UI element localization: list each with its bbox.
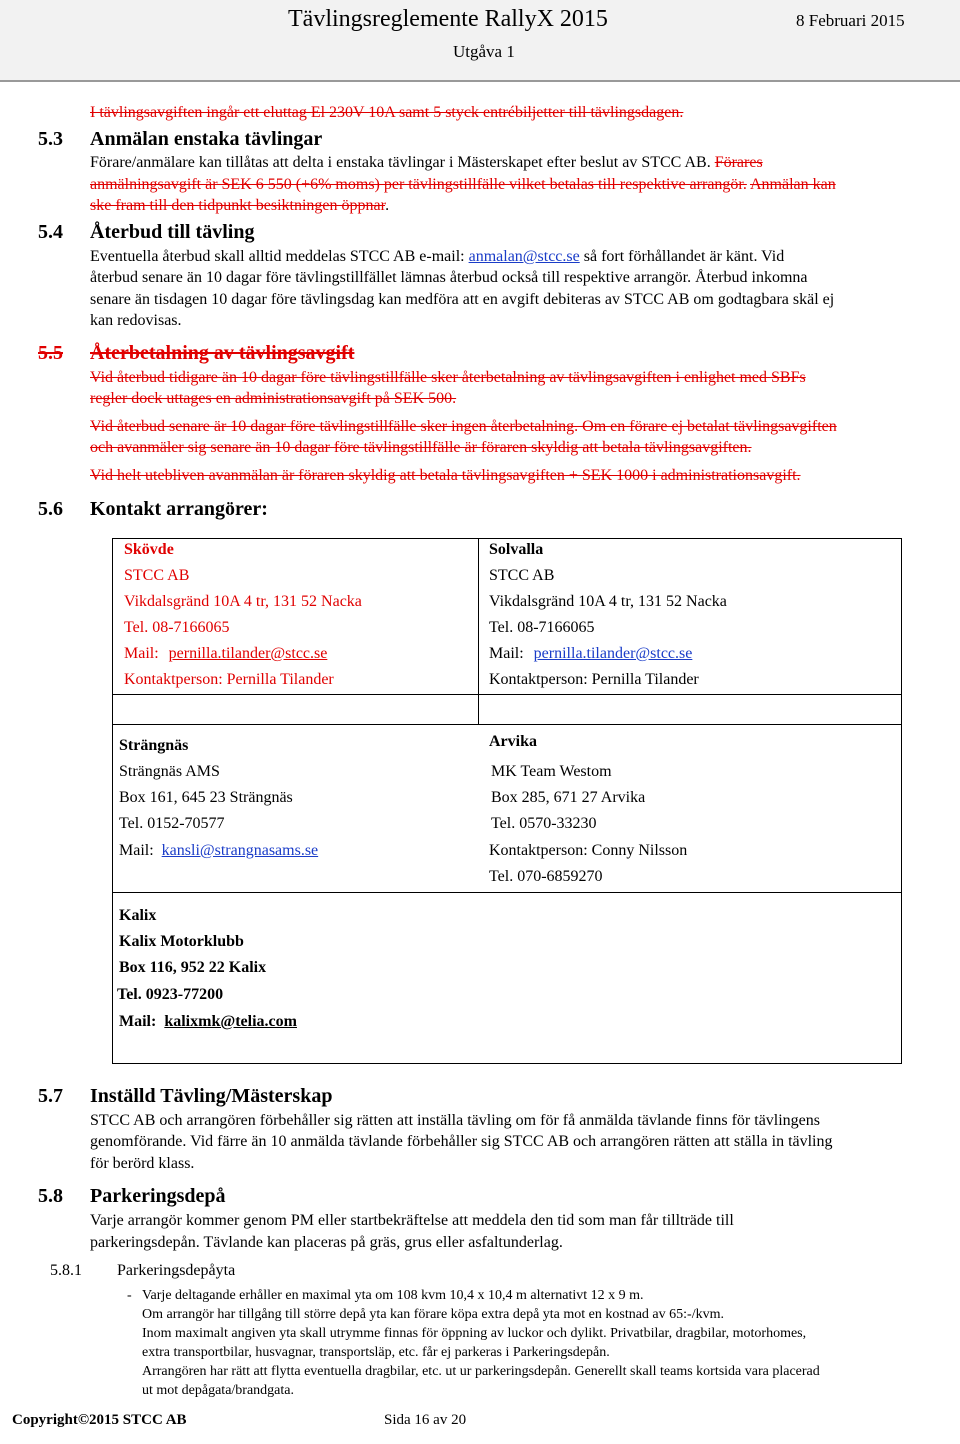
mail-label: Mail: (119, 842, 154, 859)
document-title: Tävlingsreglemente RallyX 2015 (288, 6, 608, 32)
organizer-address: Box 161, 645 23 Strängnäs (119, 789, 293, 806)
bullet-line: Inom maximalt angiven yta skall utrymme finnas för öppning av luckor och dylikt. Privatbilar, dragbilar, motorhomes, (142, 1326, 807, 1341)
bullet-line: extra transportbilar, husvagnar, transportsläp, etc. får ej parkeras i Parkeringsdepån. (142, 1345, 610, 1360)
organizer-phone: Tel. 0152-70577 (119, 815, 225, 832)
organizer-address: Vikdalsgränd 10A 4 tr, 131 52 Nacka (489, 593, 727, 610)
bullet-line: ut mot depågata/brandgata. (142, 1383, 294, 1398)
email-link[interactable]: kansli@strangnasams.se (161, 842, 319, 859)
email-link[interactable]: pernilla.tilander@stcc.se (168, 645, 328, 662)
organizer-name-solvalla: Solvalla (489, 541, 544, 558)
organizer-phone: Tel. 0923-77200 (117, 986, 224, 1003)
section-number-5-4: 5.4 (38, 221, 63, 243)
organizer-phone: Tel. 0570-33230 (491, 815, 597, 832)
deleted-paragraph: I tävlingsavgiften ingår ett eluttag El 230V 10A samt 5 styck entrébiljetter till tävlingsdagen. (90, 104, 684, 121)
text: Förare/anmälare kan tillåtas att delta i enstaka tävlingar i Mästerskapet efter beslut av STCC AB. (90, 154, 711, 171)
section-number-5-5: 5.5 (38, 342, 63, 364)
deleted-text: ske fram till den tidpunkt besiktningen öppnar (90, 197, 386, 214)
organizer-name-skovde: Skövde (124, 541, 174, 558)
organizer-org: STCC AB (489, 567, 555, 584)
text: så fort förhållandet är känt. Vid (583, 248, 785, 265)
organizer-mail (119, 842, 318, 860)
organizer-contact-person: Kontaktperson: Pernilla Tilander (124, 671, 334, 688)
organizer-name-arvika: Arvika (489, 733, 537, 750)
organizer-phone-2: Tel. 070-6859270 (489, 868, 603, 885)
paragraph-line: genomförande. Vid färre än 10 anmälda tävlande förbehåller sig STCC AB och arrangören rätten att ställa in tävling (90, 1133, 833, 1150)
bullet-line: Arrangören har rätt att flytta eventuella dragbilar, etc. ut ur parkeringsdepån. Generellt skall teams kortsida vara placerad (142, 1364, 820, 1379)
table-divider (112, 694, 901, 695)
section-title-5-8: Parkeringsdepå (90, 1185, 226, 1207)
paragraph-line: för berörd klass. (90, 1155, 195, 1172)
section-title-5-6: Kontakt arrangörer: (90, 498, 268, 520)
email-link[interactable]: kalixmk@telia.com (164, 1013, 297, 1030)
email-link[interactable]: pernilla.tilander@stcc.se (533, 645, 693, 662)
section-number-5-6: 5.6 (38, 498, 63, 520)
mail-label: Mail: (119, 1013, 157, 1030)
section-number-5-8: 5.8 (38, 1185, 63, 1207)
organizer-contact-person: Kontaktperson: Conny Nilsson (489, 842, 688, 859)
organizer-org: Kalix Motorklubb (119, 933, 244, 950)
organizer-address: Box 285, 671 27 Arvika (491, 789, 646, 806)
text: Eventuella återbud skall alltid meddelas STCC AB e-mail: (90, 248, 465, 265)
footer-copyright: Copyright©2015 STCC AB (12, 1412, 187, 1428)
footer-page-number: Sida 16 av 20 (384, 1412, 467, 1428)
text: . (385, 197, 390, 214)
paragraph-line (90, 246, 784, 267)
email-link[interactable]: anmalan@stcc.se (468, 248, 580, 265)
paragraph-line (90, 152, 763, 173)
table-divider (112, 724, 901, 725)
bullet-line: Varje deltagande erhåller en maximal yta om 108 kvm 10,4 x 10,4 m alternativt 12 x 9 m. (142, 1288, 644, 1303)
section-title-5-3: Anmälan enstaka tävlingar (90, 128, 323, 150)
paragraph-line (90, 174, 836, 195)
mail-label: Mail: (124, 645, 159, 662)
organizer-phone: Tel. 08-7166065 (124, 619, 230, 636)
organizer-mail (489, 645, 692, 663)
section-number-5-3: 5.3 (38, 128, 63, 150)
organizer-address: Box 116, 952 22 Kalix (119, 959, 267, 976)
organizer-mail (119, 1013, 297, 1031)
paragraph-line: Varje arrangör kommer genom PM eller startbekräftelse att meddela den tid som man får tillträde till (90, 1212, 734, 1229)
organizer-org: STCC AB (124, 567, 190, 584)
paragraph-line: kan redovisas. (90, 312, 182, 329)
deleted-text: Förares (714, 154, 763, 171)
organizer-org: MK Team Westom (491, 763, 612, 780)
document-date: 8 Februari 2015 (796, 11, 905, 30)
section-number-5-7: 5.7 (38, 1085, 63, 1107)
paragraph-line: STCC AB och arrangören förbehåller sig rätten att inställa tävling om för få anmälda tävlande finns för tävlingens (90, 1112, 821, 1129)
deleted-text: Anmälan kan (749, 176, 836, 193)
bullet-line: Om arrangör har tillgång till större depå yta kan förare köpa extra depå yta mot en kostnad av 65:-/kvm. (142, 1307, 724, 1322)
organizer-phone: Tel. 08-7166065 (489, 619, 595, 636)
paragraph-line (90, 195, 389, 216)
table-divider (112, 892, 901, 893)
section-title-5-5: Återbetalning av tävlingsavgift (90, 342, 355, 364)
paragraph-line: återbud senare än 10 dagar före tävlingstillfället lämnas återbud också till respektive arrangör. Återbud inkomna (90, 269, 808, 286)
deleted-paragraph: regler dock uttages en administrationsavgift på SEK 500. (90, 390, 457, 407)
bullet-marker: - (127, 1288, 132, 1303)
organizer-name-kalix: Kalix (119, 907, 157, 924)
document-edition: Utgåva 1 (453, 42, 515, 61)
organizer-contact-person: Kontaktperson: Pernilla Tilander (489, 671, 699, 688)
section-title-5-7: Inställd Tävling/Mästerskap (90, 1085, 333, 1107)
organizer-org: Strängnäs AMS (119, 763, 220, 780)
organizer-name-strangnas: Strängnäs (119, 737, 189, 754)
mail-label: Mail: (489, 645, 524, 662)
organizer-mail (124, 645, 327, 663)
deleted-paragraph: och avanmäler sig senare än 10 dagar före tävlingstillfälle är föraren skyldig att betala tävlingsavgiften. (90, 439, 752, 456)
subsection-title-5-8-1: Parkeringsdepåyta (117, 1262, 236, 1279)
deleted-paragraph: Vid återbud senare är 10 dagar före tävlingstillfälle sker ingen återbetalning. Om en förare ej betalat tävlingsavgiften (90, 418, 837, 435)
subsection-number-5-8-1: 5.8.1 (50, 1262, 82, 1279)
section-title-5-4: Återbud till tävling (90, 221, 255, 243)
organizer-address: Vikdalsgränd 10A 4 tr, 131 52 Nacka (124, 593, 362, 610)
paragraph-line: senare än tisdagen 10 dagar före tävlingsdag kan medföra att en avgift debiteras av STCC AB om godtagbara skäl ej (90, 291, 835, 308)
deleted-text: anmälningsavgift är SEK 6 550 (+6% moms) per tävlingstillfälle vilket betalas till respektive arrangör. (90, 176, 747, 193)
paragraph-line: parkeringsdepån. Tävlande kan placeras på gräs, grus eller asfaltunderlag. (90, 1234, 563, 1251)
table-divider (478, 538, 479, 724)
deleted-paragraph: Vid återbud tidigare än 10 dagar före tävlingstillfälle sker återbetalning av tävlingsavgiften i enlighet med SBFs (90, 369, 806, 386)
deleted-paragraph: Vid helt utebliven avanmälan är föraren skyldig att betala tävlingsavgiften + SEK 1000 i administrationsavgift. (90, 467, 801, 484)
